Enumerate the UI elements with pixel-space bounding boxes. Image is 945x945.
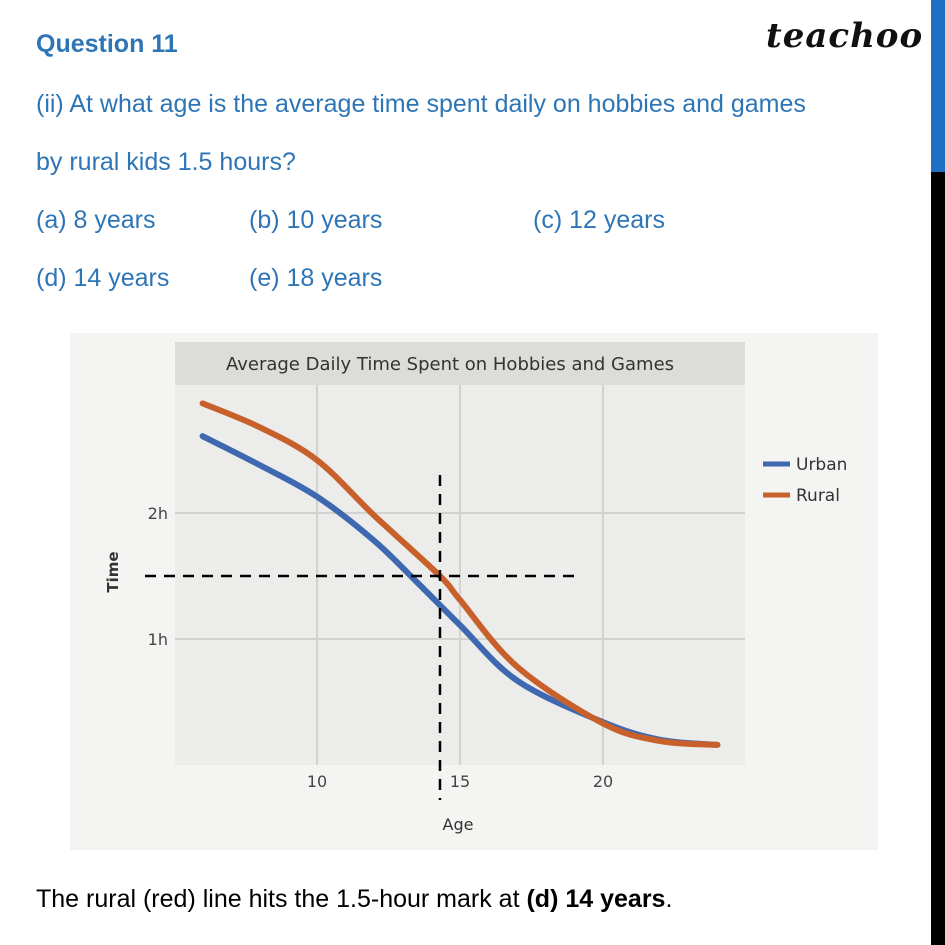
option-c: (c) 12 years	[533, 206, 665, 234]
question-title: Question 11	[36, 30, 178, 58]
answer-suffix: .	[665, 885, 673, 913]
question-line-2: by rural kids 1.5 hours?	[36, 148, 296, 176]
y-tick-label: 2h	[147, 504, 168, 523]
y-tick-label: 1h	[147, 630, 168, 649]
x-tick-label: 10	[306, 772, 328, 791]
x-tick-label: 15	[449, 772, 471, 791]
option-d: (d) 14 years	[36, 264, 170, 292]
answer-prefix: The rural (red) line hits the 1.5-hour mark at	[36, 885, 527, 913]
chart-title: Average Daily Time Spent on Hobbies and Games	[225, 354, 675, 375]
answer-text	[36, 885, 672, 914]
y-axis-label: Time	[104, 551, 122, 593]
option-e: (e) 18 years	[249, 264, 383, 292]
x-axis-label: Age	[442, 815, 474, 834]
option-a: (a) 8 years	[36, 206, 156, 234]
answer-choice: (d) 14 years	[526, 885, 666, 913]
question-line-1: (ii) At what age is the average time spent daily on hobbies and games	[36, 90, 806, 118]
x-tick-label: 20	[592, 772, 614, 791]
legend-label-rural: Rural	[796, 486, 840, 506]
option-b: (b) 10 years	[249, 206, 383, 234]
legend-label-urban: Urban	[796, 455, 848, 475]
teachoo-logo: teachoo	[766, 16, 924, 56]
